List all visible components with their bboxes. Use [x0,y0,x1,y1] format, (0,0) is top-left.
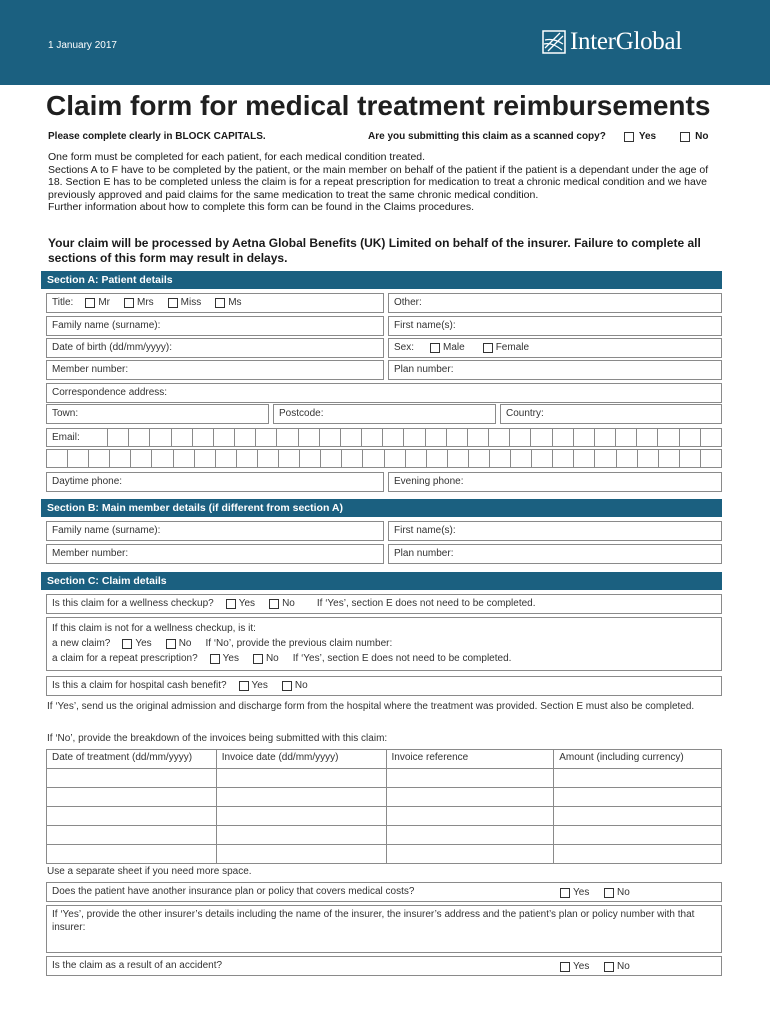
table-row[interactable] [47,769,722,788]
brand-name: InterGlobal [570,28,682,55]
address-label: Correspondence address: [52,387,168,398]
wellness-no-label: No [282,598,295,609]
main-first-names-field[interactable] [388,521,722,541]
main-member-number-label: Member number: [52,548,129,559]
title-label: Title: [52,297,74,308]
intro-paragraph-1: One form must be completed for each patient, for each medical condition treated. [48,151,426,163]
sex-field [388,338,722,358]
page-title: Claim form for medical treatment reimbursements [46,90,711,121]
country-field[interactable] [500,404,722,424]
scanned-yes-checkbox[interactable] [624,132,634,142]
col-amount: Amount (including currency) [554,750,722,769]
first-names-label: First name(s): [394,320,456,331]
family-name-label: Family name (surname): [52,320,161,331]
main-family-name-label: Family name (surname): [52,525,161,536]
other-insurance-label: Does the patient have another insurance plan or policy that covers medical costs? [52,886,415,897]
main-family-name-field[interactable] [46,521,384,541]
accident-no-checkbox[interactable] [604,962,614,972]
miss-label: Miss [180,297,202,308]
invoice-table [46,749,722,864]
table-row[interactable] [47,788,722,807]
intro-text [48,151,723,214]
email-grid-row-2[interactable] [46,449,722,468]
hospital-yes-note: If ‘Yes’, send us the original admission and discharge form from the hospital where the treatment was provided. Section E must also be completed. [47,701,695,712]
female-checkbox[interactable] [483,343,493,353]
hospital-cash-question [46,676,722,696]
daytime-phone-field[interactable] [46,472,384,492]
col-invoice-date: Invoice date (dd/mm/yyyy) [216,750,386,769]
main-first-names-label: First name(s): [394,525,456,536]
female-label: Female [495,342,530,353]
intro-paragraph-2: Sections A to F have to be completed by the patient, or the main member on behalf of the patient if the patient is a dependant under the age of 18. Section E has to be completed unless the claim is for a repeat prescription for medication to treat a chronic medical condition and we have previously approved and paid claims for the same medication to treat the same chronic medical condition. [48,163,709,201]
member-number-field[interactable] [46,360,384,380]
brand-logo [542,28,682,56]
first-names-field[interactable] [388,316,722,336]
hospital-no-label: No [294,680,308,691]
invoice-table-header [47,750,722,769]
mr-checkbox[interactable] [85,298,95,308]
other-insurance-no-label: No [617,887,630,898]
title-field [46,293,384,313]
repeat-note: If ‘Yes’, section E does not need to be completed. [292,653,512,664]
other-insurance-no-checkbox[interactable] [604,888,614,898]
mr-label: Mr [98,297,110,308]
repeat-yes-checkbox[interactable] [210,654,220,664]
globe-icon [542,30,566,54]
new-claim-yes-checkbox[interactable] [122,639,132,649]
new-claim-note: If ‘No’, provide the previous claim number: [205,638,393,649]
plan-number-field[interactable] [388,360,722,380]
new-claim-yes-label: Yes [135,638,152,649]
header-bar [0,0,770,85]
hospital-no-note: If ‘No’, provide the breakdown of the invoices being submitted with this claim: [47,733,388,744]
claim-type-block [46,617,722,671]
scanned-no-label: No [695,131,709,142]
country-label: Country: [506,408,544,419]
repeat-no-label: No [265,653,279,664]
col-date-of-treatment: Date of treatment (dd/mm/yyyy) [47,750,217,769]
miss-checkbox[interactable] [168,298,178,308]
processing-notice: Your claim will be processed by Aetna Global Benefits (UK) Limited on behalf of the insurer. Failure to complete all sections of this form may result in delays. [48,236,701,265]
intro-paragraph-3: Further information about how to complete this form can be found in the Claims procedures. [48,201,475,213]
address-field[interactable] [46,383,722,403]
wellness-question [46,594,722,614]
other-insurer-details-label: If ‘Yes’, provide the other insurer’s details including the name of the insurer, the insurer’s address and the patient’s plan or policy number with that insurer: [52,909,695,933]
section-c-header: Section C: Claim details [41,572,722,590]
main-member-number-field[interactable] [46,544,384,564]
hospital-yes-label: Yes [251,680,268,691]
separate-sheet-note: Use a separate sheet if you need more space. [47,866,252,877]
daytime-phone-label: Daytime phone: [52,476,123,487]
other-title-field[interactable] [388,293,722,313]
family-name-field[interactable] [46,316,384,336]
town-field[interactable] [46,404,269,424]
other-insurance-question [46,882,722,902]
new-claim-label: a new claim? [52,638,111,649]
accident-question [46,956,722,976]
repeat-no-checkbox[interactable] [253,654,263,664]
other-title-label: Other: [394,297,422,308]
wellness-no-checkbox[interactable] [269,599,279,609]
mrs-checkbox[interactable] [124,298,134,308]
accident-label: Is the claim as a result of an accident? [52,960,223,971]
other-insurer-details-field[interactable] [46,905,722,953]
table-row[interactable] [47,845,722,864]
accident-no-label: No [617,961,630,972]
email-label: Email: [52,432,80,443]
accident-yes-checkbox[interactable] [560,962,570,972]
table-row[interactable] [47,807,722,826]
other-insurance-yes-checkbox[interactable] [560,888,570,898]
main-plan-number-label: Plan number: [394,548,454,559]
dob-label: Date of birth (dd/mm/yyyy): [52,342,173,353]
block-capitals-note: Please complete clearly in BLOCK CAPITALS. [48,131,266,142]
other-insurance-yes-label: Yes [573,887,590,898]
evening-phone-field[interactable] [388,472,722,492]
wellness-note: If ‘Yes’, section E does not need to be completed. [316,598,536,609]
male-checkbox[interactable] [430,343,440,353]
scanned-copy-label: Are you submitting this claim as a scanned copy? [368,131,606,142]
new-claim-no-label: No [178,638,192,649]
mrs-label: Mrs [136,297,154,308]
male-label: Male [443,342,465,353]
member-number-label: Member number: [52,364,129,375]
wellness-yes-checkbox[interactable] [226,599,236,609]
main-plan-number-field[interactable] [388,544,722,564]
not-wellness-label: If this claim is not for a wellness checkup, is it: [52,623,256,634]
section-b-header: Section B: Main member details (if different from section A) [41,499,722,517]
repeat-yes-label: Yes [222,653,239,664]
sex-label: Sex: [394,342,415,353]
scanned-no-checkbox[interactable] [680,132,690,142]
form-date: 1 January 2017 [48,40,117,51]
postcode-field[interactable] [273,404,496,424]
email-grid-row-1[interactable] [46,428,722,447]
plan-number-label: Plan number: [394,364,454,375]
section-a-header: Section A: Patient details [41,271,722,289]
town-label: Town: [52,408,79,419]
scanned-yes-label: Yes [638,131,657,142]
col-invoice-reference: Invoice reference [386,750,554,769]
ms-label: Ms [228,297,242,308]
scanned-copy-question [368,131,708,142]
hospital-yes-checkbox[interactable] [239,681,249,691]
dob-field[interactable] [46,338,384,358]
repeat-prescription-label: a claim for a repeat prescription? [52,653,198,664]
wellness-yes-label: Yes [238,598,256,609]
hospital-no-checkbox[interactable] [282,681,292,691]
postcode-label: Postcode: [279,408,324,419]
table-row[interactable] [47,826,722,845]
ms-checkbox[interactable] [215,298,225,308]
new-claim-no-checkbox[interactable] [166,639,176,649]
hospital-cash-label: Is this a claim for hospital cash benefit? [52,680,227,691]
wellness-question-label: Is this claim for a wellness checkup? [52,598,214,609]
accident-yes-label: Yes [573,961,590,972]
evening-phone-label: Evening phone: [394,476,464,487]
